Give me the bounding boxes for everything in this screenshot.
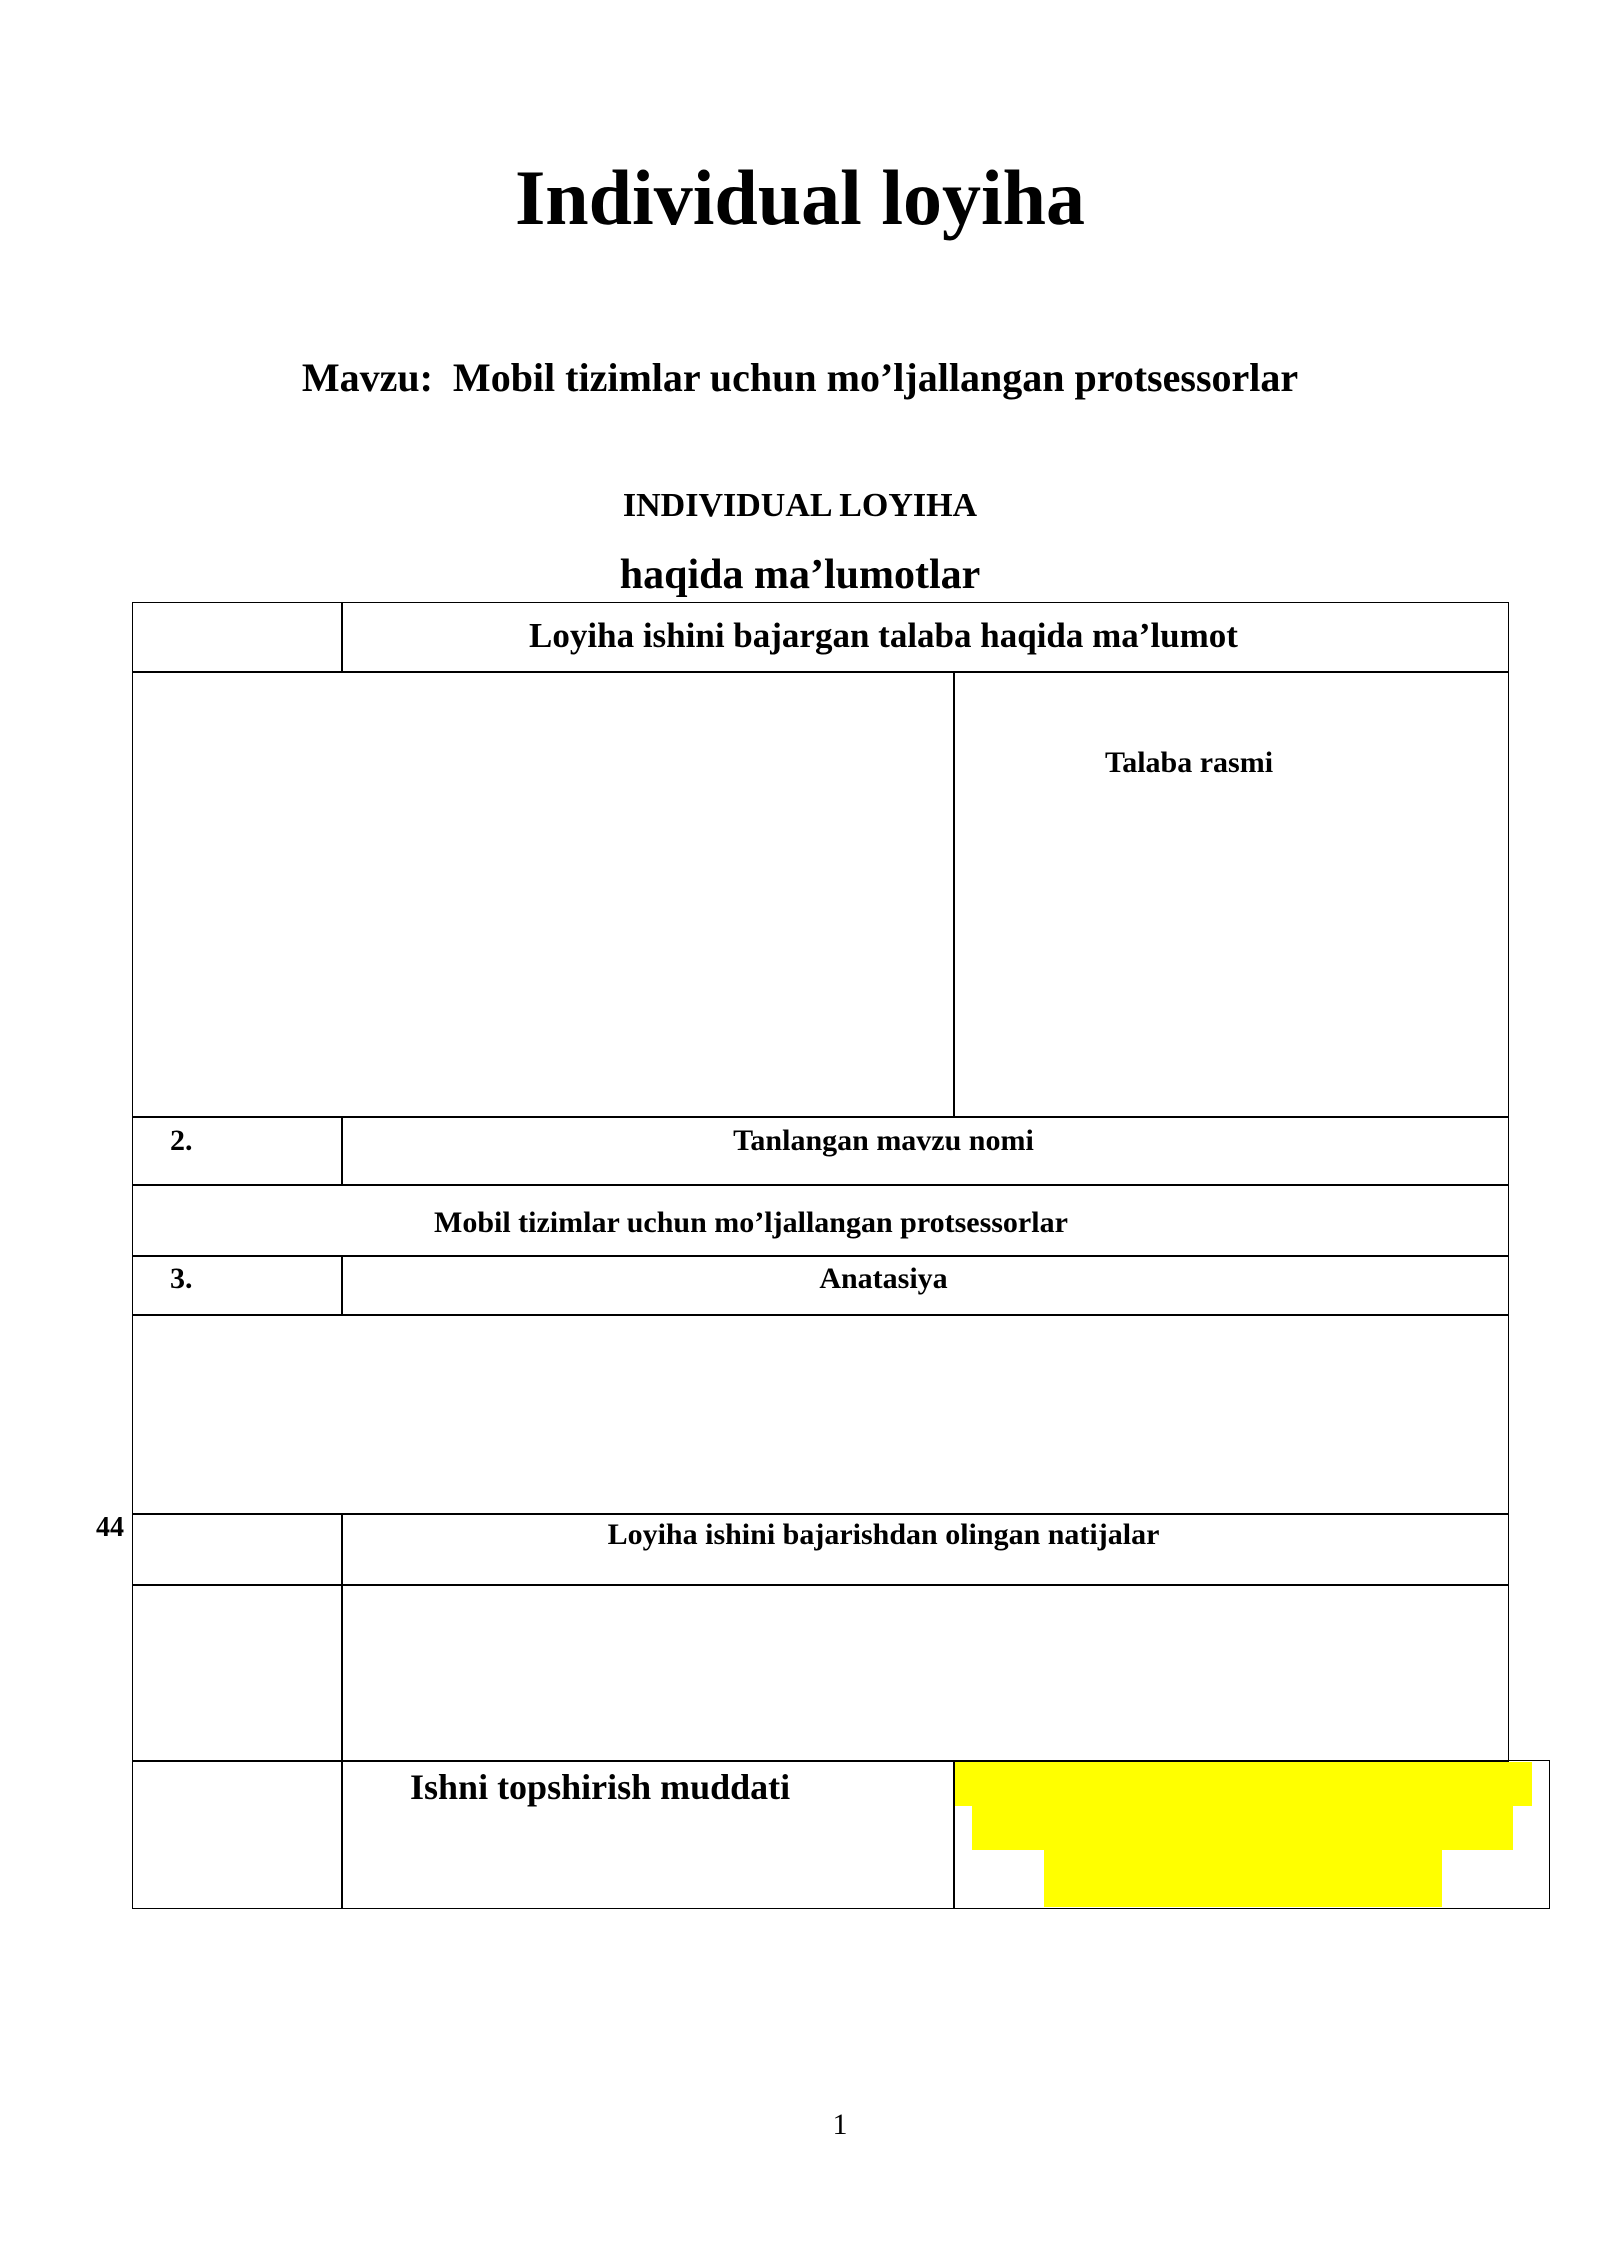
deadline-highlight-line-1 [955,1762,1532,1806]
student-photo-cell [953,671,1509,1118]
deadline-label: Ishni topshirish muddati [410,1767,791,1807]
subtitle-info: haqida ma’lumotlar [619,552,981,598]
topic-value: Mobil tizimlar uchun mo’ljallangan protsessorlar [434,1206,1068,1239]
deadline-number-cell [132,1760,343,1909]
document-title: Individual loyiha [514,154,1086,241]
results-number-cell [132,1584,343,1762]
student-details-cell [132,671,955,1118]
annotation-content-cell [132,1314,1509,1515]
deadline-highlight-line-3 [1044,1850,1442,1907]
student-info-header: Loyiha ishini bajargan talaba haqida ma’lumot [529,616,1238,655]
row2-number: 2. [170,1124,193,1157]
row3-number: 3. [170,1262,193,1295]
page-number: 1 [832,2108,848,2141]
row3-number-cell [132,1255,343,1316]
row2-label: Tanlangan mavzu nomi [733,1124,1034,1157]
deadline-highlight-line-2 [972,1806,1513,1850]
topic-line: Mavzu: Mobil tizimlar uchun mo’ljallangan protsessorlar [301,355,1299,400]
margin-number: 44 [96,1512,124,1543]
row2-number-cell [132,1116,343,1186]
student-photo-label: Talaba rasmi [1104,746,1274,779]
results-label: Loyiha ishini bajarishdan olingan natijalar [607,1518,1160,1551]
row1-number-cell [132,602,343,673]
row4-number-cell [132,1513,343,1586]
results-content-cell [341,1584,1509,1762]
subtitle-caps: INDIVIDUAL LOYIHA [622,487,978,524]
row3-label: Anatasiya [819,1262,948,1295]
